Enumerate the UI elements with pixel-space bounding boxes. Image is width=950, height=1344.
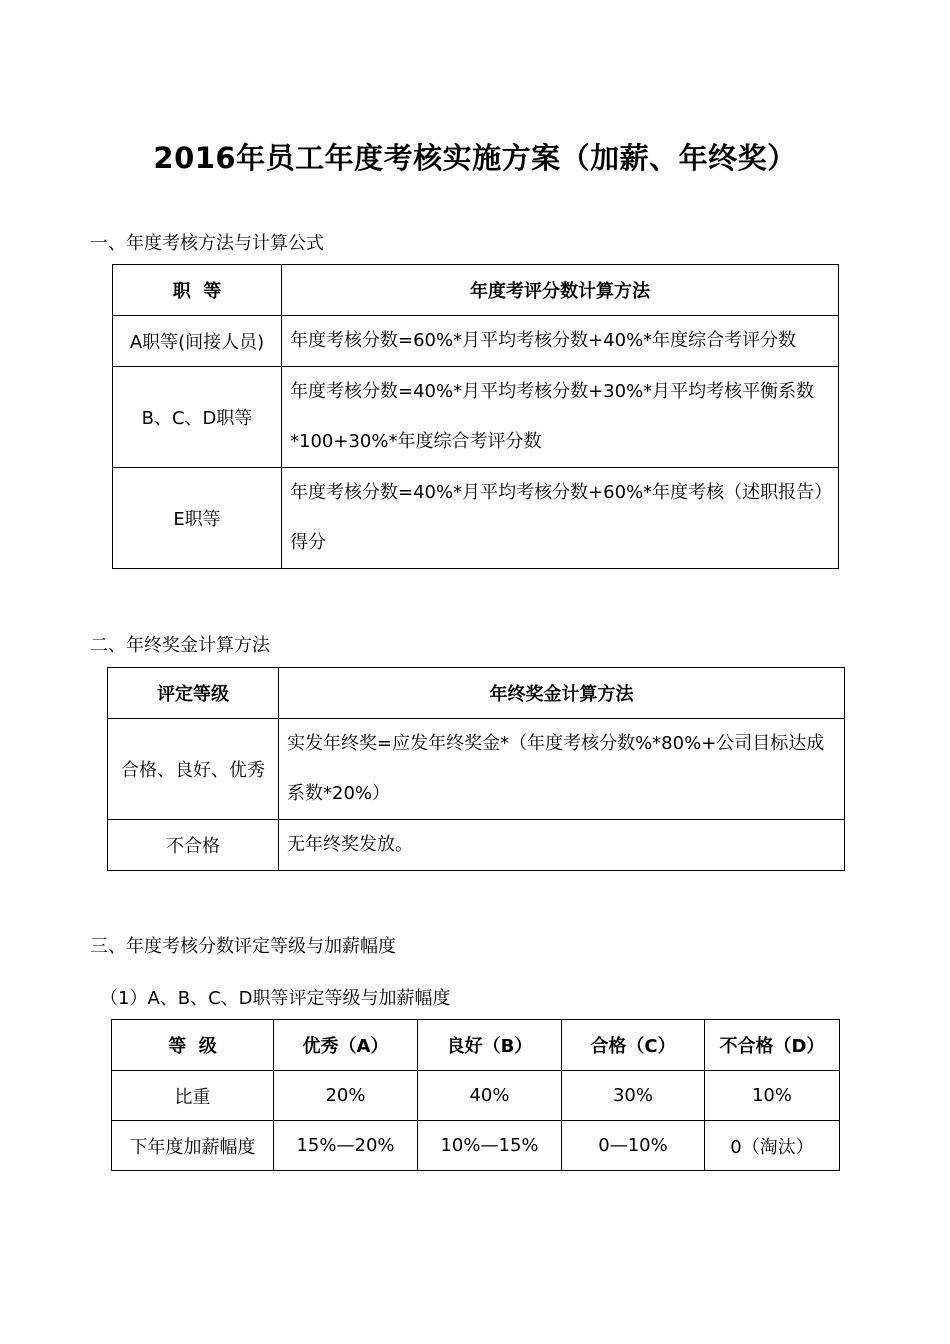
table-row [113,316,839,367]
grade-cell: B、C、D职等 [113,367,282,468]
column-header: 年度考评分数计算方法 [282,265,839,316]
table-row [108,719,845,820]
formula-cell: 年度考核分数=40%*月平均考核分数+60%*年度考核（述职报告）得分 [282,468,839,569]
grade-cell: 合格、良好、优秀 [108,719,279,820]
table-row [108,820,845,871]
column-header: 优秀（A） [274,1020,418,1071]
value-cell: 0—10% [562,1121,705,1171]
method-cell: 实发年终奖=应发年终奖金*（年度考核分数%*80%+公司目标达成系数*20%） [279,719,845,820]
table-header-row [108,668,845,719]
value-cell: 15%—20% [274,1121,418,1171]
method-cell: 无年终奖发放。 [279,820,845,871]
value-cell: 40% [418,1071,562,1121]
formula-cell: 年度考核分数=40%*月平均考核分数+30%*月平均考核平衡系数*100+30%*年度综合考评分数 [282,367,839,468]
value-cell: 30% [562,1071,705,1121]
section3-heading: 三、年度考核分数评定等级与加薪幅度 [90,936,396,957]
grade-cell: 不合格 [108,820,279,871]
table-row [112,1071,840,1121]
table-row [113,367,839,468]
grade-cell: A职等(间接人员) [113,316,282,367]
section2-table [107,667,845,871]
row-label-cell: 下年度加薪幅度 [112,1121,274,1171]
section2-heading: 二、年终奖金计算方法 [90,635,270,656]
table-header-row [113,265,839,316]
page-title: 2016年员工年度考核实施方案（加薪、年终奖） [153,141,797,175]
formula-cell: 年度考核分数=60%*月平均考核分数+40%*年度综合考评分数 [282,316,839,367]
column-header: 评定等级 [108,668,279,719]
table-row [112,1121,840,1171]
column-header: 良好（B） [418,1020,562,1071]
section3-subheading: （1）A、B、C、D职等评定等级与加薪幅度 [100,988,451,1009]
table-row [113,468,839,569]
grade-cell: E职等 [113,468,282,569]
row-label-cell: 比重 [112,1071,274,1121]
table-header-row [112,1020,840,1071]
section1-heading: 一、年度考核方法与计算公式 [90,233,324,254]
value-cell: 20% [274,1071,418,1121]
value-cell: 10% [705,1071,840,1121]
column-header: 年终奖金计算方法 [279,668,845,719]
column-header: 不合格（D） [705,1020,840,1071]
column-header: 合格（C） [562,1020,705,1071]
section3-table [111,1019,840,1171]
column-header: 等 级 [112,1020,274,1071]
value-cell: 10%—15% [418,1121,562,1171]
section1-table [112,264,839,569]
column-header: 职 等 [113,265,282,316]
value-cell: 0（淘汰） [705,1121,840,1171]
